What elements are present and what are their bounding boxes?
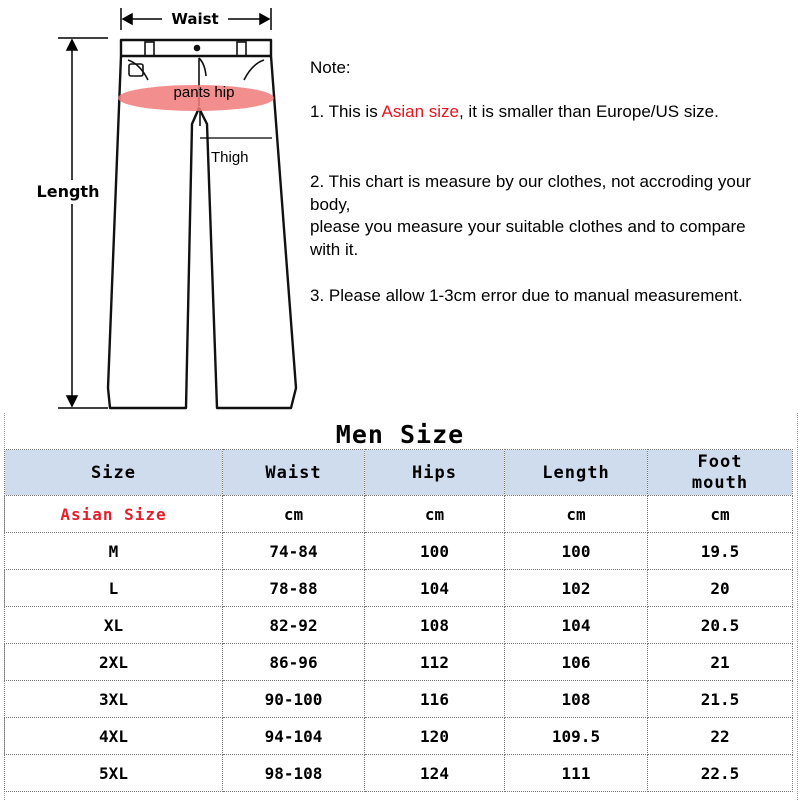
asian-size-highlight: Asian size bbox=[381, 102, 459, 121]
size-cell: 3XL bbox=[5, 681, 223, 718]
foot-mouth-cell: 22.5 bbox=[648, 755, 793, 792]
length-cell: 111 bbox=[505, 755, 648, 792]
table-header-row bbox=[5, 450, 793, 496]
pants-hip-label: pants hip bbox=[173, 84, 235, 101]
unit-row bbox=[5, 496, 793, 533]
length-cell: 100 bbox=[505, 533, 648, 570]
size-table bbox=[4, 449, 793, 792]
hips-cell: 104 bbox=[365, 570, 505, 607]
header-size: Size bbox=[5, 450, 223, 496]
foot-mouth-cell: 19.5 bbox=[648, 533, 793, 570]
size-cell: 5XL bbox=[5, 755, 223, 792]
waist-cell: 82-92 bbox=[223, 607, 365, 644]
waist-cell: 94-104 bbox=[223, 718, 365, 755]
note-1 bbox=[310, 101, 790, 124]
waist-cell: 74-84 bbox=[223, 533, 365, 570]
size-cell: 2XL bbox=[5, 644, 223, 681]
waist-cell: 98-108 bbox=[223, 755, 365, 792]
foot-mouth-cell: 21.5 bbox=[648, 681, 793, 718]
table-row bbox=[5, 755, 793, 792]
note-heading: Note: bbox=[310, 58, 351, 77]
note-2: 2. This chart is measure by our clothes, not accroding your body, please you measure your suitable clothes and to compare with it. bbox=[310, 172, 751, 259]
header-hips: Hips bbox=[365, 450, 505, 496]
header-waist: Waist bbox=[223, 450, 365, 496]
unit-cell: cm bbox=[648, 496, 793, 533]
table-row bbox=[5, 533, 793, 570]
hips-cell: 108 bbox=[365, 607, 505, 644]
header-length: Length bbox=[505, 450, 648, 496]
header-foot-mouth: Foot mouth bbox=[648, 450, 793, 496]
note-3: 3. Please allow 1-3cm error due to manual measurement. bbox=[310, 286, 743, 305]
unit-cell: cm bbox=[365, 496, 505, 533]
note-1-suffix: , it is smaller than Europe/US size. bbox=[458, 102, 719, 121]
size-cell: XL bbox=[5, 607, 223, 644]
waist-cell: 86-96 bbox=[223, 644, 365, 681]
length-arrow bbox=[58, 38, 108, 408]
length-cell: 109.5 bbox=[505, 718, 648, 755]
waist-label: Waist bbox=[171, 10, 219, 28]
asian-size-label: Asian Size bbox=[5, 496, 223, 533]
hips-cell: 100 bbox=[365, 533, 505, 570]
table-row bbox=[5, 681, 793, 718]
foot-mouth-cell: 20.5 bbox=[648, 607, 793, 644]
size-cell: L bbox=[5, 570, 223, 607]
table-title: Men Size bbox=[335, 420, 465, 449]
waist-cell: 90-100 bbox=[223, 681, 365, 718]
hips-cell: 120 bbox=[365, 718, 505, 755]
unit-cell: cm bbox=[505, 496, 648, 533]
foot-mouth-cell: 22 bbox=[648, 718, 793, 755]
length-cell: 106 bbox=[505, 644, 648, 681]
thigh-label: Thigh bbox=[211, 149, 249, 166]
length-cell: 104 bbox=[505, 607, 648, 644]
length-cell: 102 bbox=[505, 570, 648, 607]
length-cell: 108 bbox=[505, 681, 648, 718]
foot-mouth-cell: 21 bbox=[648, 644, 793, 681]
length-label: Length bbox=[36, 182, 100, 201]
waist-cell: 78-88 bbox=[223, 570, 365, 607]
note-1-prefix: 1. This is bbox=[310, 102, 382, 121]
hips-cell: 124 bbox=[365, 755, 505, 792]
size-cell: M bbox=[5, 533, 223, 570]
table-row bbox=[5, 644, 793, 681]
size-cell: 4XL bbox=[5, 718, 223, 755]
foot-mouth-cell: 20 bbox=[648, 570, 793, 607]
table-row bbox=[5, 607, 793, 644]
table-row bbox=[5, 718, 793, 755]
hips-cell: 116 bbox=[365, 681, 505, 718]
table-row bbox=[5, 570, 793, 607]
unit-cell: cm bbox=[223, 496, 365, 533]
hips-cell: 112 bbox=[365, 644, 505, 681]
